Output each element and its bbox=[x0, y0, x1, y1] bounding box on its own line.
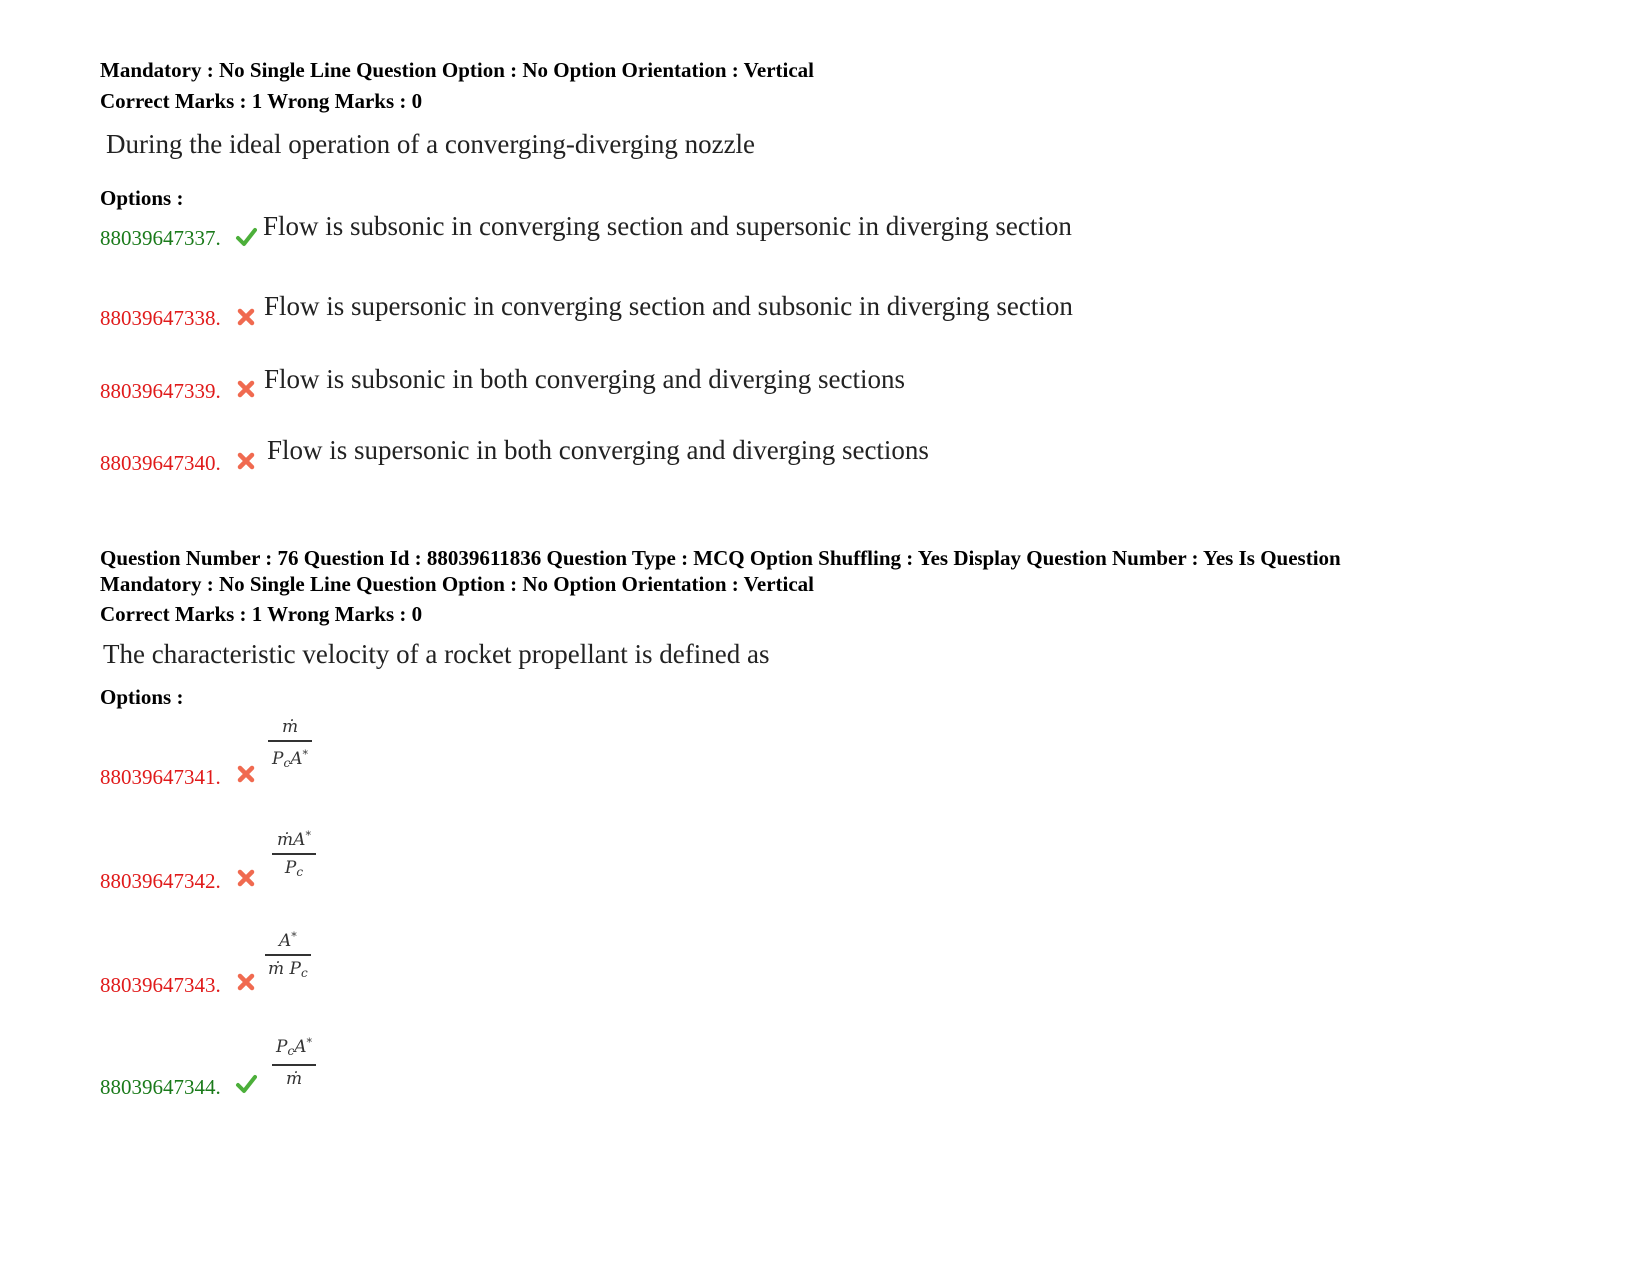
q75-option-2-id: 88039647338. bbox=[100, 306, 221, 330]
check-icon bbox=[235, 226, 257, 248]
q76-meta-line3: Correct Marks : 1 Wrong Marks : 0 bbox=[100, 602, 423, 626]
cross-icon bbox=[235, 306, 257, 328]
formula-denominator: $P_c$ bbox=[284, 858, 304, 879]
q75-option-3-text: Flow is subsonic in both converging and diverging sections bbox=[264, 364, 905, 394]
q75-meta-line1: Mandatory : No Single Line Question Option : No Option Orientation : Vertical bbox=[100, 58, 815, 82]
cross-icon bbox=[235, 763, 257, 785]
q75-option-1-id: 88039647337. bbox=[100, 226, 221, 250]
q75-option-4-text: Flow is supersonic in both converging and diverging sections bbox=[267, 435, 929, 465]
q76-options-label: Options : bbox=[100, 685, 184, 709]
q75-options-label: Options : bbox=[100, 186, 184, 210]
q76-option-3-id: 88039647343. bbox=[100, 973, 221, 997]
check-icon bbox=[235, 1073, 257, 1095]
q76-option-1-id: 88039647341. bbox=[100, 765, 221, 789]
formula-numerator: $P_cA^*$ bbox=[276, 1036, 312, 1058]
q76-meta-line1: Question Number : 76 Question Id : 88039611836 Question Type : MCQ Option Shuffling : Yes Display Question Number : Yes Is Question bbox=[100, 546, 1341, 570]
formula-numerator: ṁ bbox=[281, 717, 299, 737]
cross-icon bbox=[235, 867, 257, 889]
formula-denominator: ṁ bbox=[285, 1069, 303, 1089]
cross-icon bbox=[235, 450, 257, 472]
q76-option-4-formula bbox=[272, 1033, 316, 1089]
q76-option-2-formula bbox=[272, 826, 316, 882]
q75-option-2-text: Flow is supersonic in converging section and subsonic in diverging section bbox=[264, 291, 1073, 321]
formula-numerator: ṁA* bbox=[277, 829, 311, 850]
q75-stem: During the ideal operation of a converging-diverging nozzle bbox=[106, 129, 756, 159]
q76-option-3-formula bbox=[265, 927, 311, 983]
q76-stem: The characteristic velocity of a rocket propellant is defined as bbox=[103, 639, 770, 669]
q76-option-4-id: 88039647344. bbox=[100, 1075, 221, 1099]
q75-meta-line2: Correct Marks : 1 Wrong Marks : 0 bbox=[100, 89, 423, 113]
formula-numerator: A* bbox=[278, 930, 297, 951]
q76-meta-line2: Mandatory : No Single Line Question Option : No Option Orientation : Vertical bbox=[100, 572, 815, 596]
q76-option-2-id: 88039647342. bbox=[100, 869, 221, 893]
cross-icon bbox=[235, 971, 257, 993]
q76-option-1-formula bbox=[268, 717, 312, 773]
cross-icon bbox=[235, 378, 257, 400]
q75-option-4-id: 88039647340. bbox=[100, 451, 221, 475]
q75-option-1-text: Flow is subsonic in converging section and supersonic in diverging section bbox=[263, 211, 1072, 241]
formula-denominator: $P_cA^*$ bbox=[272, 748, 308, 770]
q75-option-3-id: 88039647339. bbox=[100, 379, 221, 403]
formula-denominator: ṁ $P_c$ bbox=[268, 959, 308, 980]
